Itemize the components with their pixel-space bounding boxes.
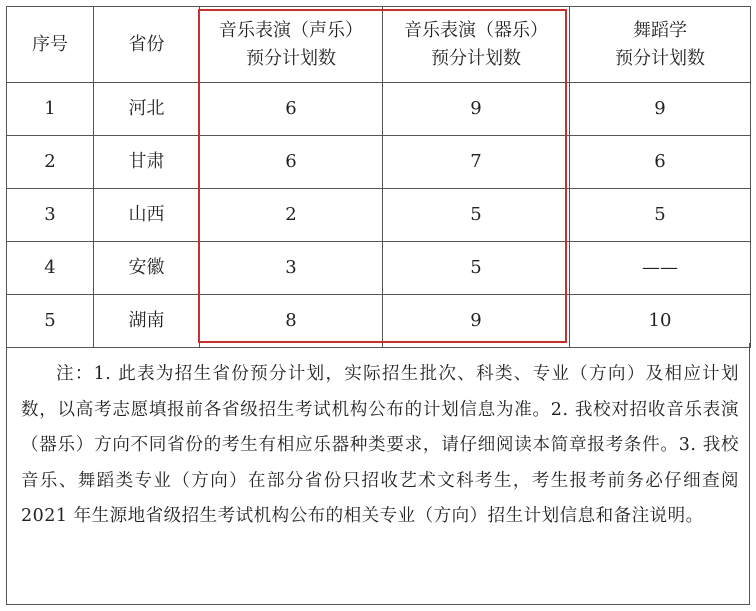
- cell-seq: 1: [7, 83, 94, 136]
- cell-province: 安徽: [94, 242, 200, 295]
- header-vocal: [200, 7, 383, 83]
- cell-vocal: 2: [200, 189, 383, 242]
- enrollment-plan-table: [6, 6, 751, 348]
- table-row: [7, 189, 751, 242]
- cell-province: 山西: [94, 189, 200, 242]
- cell-vocal: 8: [200, 295, 383, 348]
- header-dance-line1: 舞蹈学: [633, 19, 687, 41]
- cell-dance: 9: [570, 83, 751, 136]
- header-instrumental-line2: 预分计划数: [431, 47, 521, 69]
- cell-instrumental: 7: [383, 136, 570, 189]
- header-instrumental: [383, 7, 570, 83]
- cell-instrumental: 9: [383, 295, 570, 348]
- header-dance: [570, 7, 751, 83]
- cell-dance: 5: [570, 189, 751, 242]
- table-row: [7, 83, 751, 136]
- cell-dance: 6: [570, 136, 751, 189]
- cell-instrumental: 5: [383, 189, 570, 242]
- cell-seq: 5: [7, 295, 94, 348]
- cell-instrumental: 9: [383, 83, 570, 136]
- cell-instrumental: 5: [383, 242, 570, 295]
- cell-vocal: 3: [200, 242, 383, 295]
- header-province: 省份: [94, 7, 200, 83]
- cell-province: 河北: [94, 83, 200, 136]
- table-row: [7, 136, 751, 189]
- table-footnote: 注：1. 此表为招生省份预分计划，实际招生批次、科类、专业（方向）及相应计划数，以高考志愿填报前各省级招生考试机构公布的计划信息为准。2. 我校对招收音乐表演（器乐）方向不同省份的考生有相应乐器种类要求，请仔细阅读本简章报考条件。3. 我校音乐、舞蹈类专业（方向）在部分省份只招收艺术文科考生，考生报考前务必仔细查阅 2021 年生源地省级招生考试机构公布的相关专业（方向）招生计划信息和备注说明。: [6, 343, 750, 605]
- header-dance-line2: 预分计划数: [615, 47, 705, 69]
- header-instrumental-line1: 音乐表演（器乐）: [404, 19, 548, 41]
- cell-dance: ——: [570, 242, 751, 295]
- table-header-row: [7, 7, 751, 83]
- cell-seq: 2: [7, 136, 94, 189]
- cell-dance: 10: [570, 295, 751, 348]
- cell-seq: 4: [7, 242, 94, 295]
- cell-vocal: 6: [200, 136, 383, 189]
- header-vocal-line1: 音乐表演（声乐）: [219, 19, 363, 41]
- cell-seq: 3: [7, 189, 94, 242]
- table-row: [7, 242, 751, 295]
- cell-province: 甘肃: [94, 136, 200, 189]
- header-seq: 序号: [7, 7, 94, 83]
- cell-vocal: 6: [200, 83, 383, 136]
- cell-province: 湖南: [94, 295, 200, 348]
- header-vocal-line2: 预分计划数: [246, 47, 336, 69]
- table-row: [7, 295, 751, 348]
